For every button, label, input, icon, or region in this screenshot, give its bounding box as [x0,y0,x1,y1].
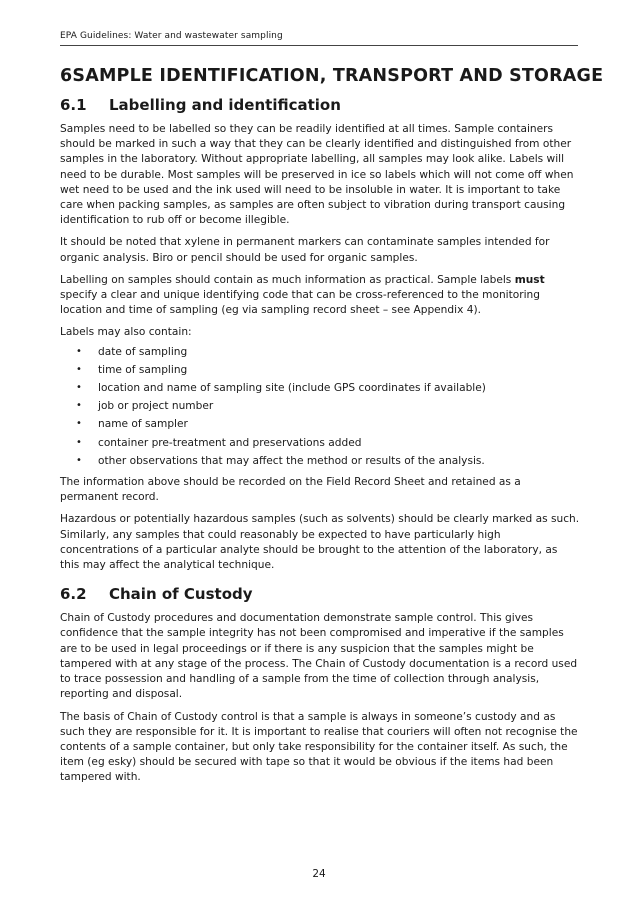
custody-paragraph-2: The basis of Chain of Custody control is that a sample is always in someone’s custody and as such they are responsible for it. It is important to realise that couriers will often not recognise the contents of a sample container, but only take responsibility for the container itself. As such, the item (eg esky) should be secured with tape so that it would be obvious if the items had been tampered with. [60,710,578,784]
section-6-1-number: 6.1 [60,96,87,114]
labels-content-list [60,343,580,470]
section-6-1-title: Labelling and identification [109,96,341,114]
bullet-icon: • [76,418,82,430]
page-content [60,66,604,793]
page-number: 24 [312,868,326,880]
labelling-paragraph-4: The information above should be recorded on the Field Record Sheet and retained as a permanent record. [60,476,521,504]
custody-paragraph-1: Chain of Custody procedures and documentation demonstrate sample control. This gives confidence that the sample integrity has not been compromised and imperative if the samples are to be used in legal proceedings or if there is any suspicion that the samples might be tampered with at any stage of the process. The Chain of Custody documentation is a record used to trace possession and handling of a sample from the time of collection through analysis, reporting and disposal. [60,612,578,701]
section-6-heading [60,66,604,86]
bullet-icon: • [76,382,82,394]
labelling-paragraph-1: Samples need to be labelled so they can be readily identified at all times. Sample containers should be marked in such a way that they can be clearly identified and distinguished from other samples in the laboratory. Without appropriate labelling, all samples may look alike. Labels will need to be durable. Most samples will be preserved in ice so labels which will not come off when wet need to be used and the ink used will need to be insoluble in water. It is important to take care when packing samples, as samples are often subject to vibration during transport causing identification to rub off or become illegible. [60,123,574,227]
section-6-2-number: 6.2 [60,585,87,604]
bullet-icon: • [76,363,82,375]
list-item: • other observations that may affect the method or results of the analysis. [98,452,580,470]
labelling-paragraph-3 [60,273,580,319]
list-item: • container pre-treatment and preservations added [98,434,580,452]
bullet-icon: • [76,454,82,466]
list-item: • date of sampling [98,343,580,361]
list-item: • time of sampling [98,361,580,379]
running-header: EPA Guidelines: Water and wastewater sampling [60,31,578,46]
labelling-paragraph-5: Hazardous or potentially hazardous samples (such as solvents) should be clearly marked as such. Similarly, any samples that could reasonably be expected to have particularly high concentrations of a particular analyte should be brought to the attention of the laboratory, as this may affect the analytical technique. [60,513,580,572]
list-item: • name of sampler [98,415,580,433]
labelling-paragraph-3-start: Labelling on samples should contain as much information as practical. Sample labels [60,273,515,286]
bullet-icon: • [76,400,82,412]
section-6-number: 6 [60,66,73,86]
section-6-title: SAMPLE IDENTIFICATION, TRANSPORT AND STORAGE [72,66,604,86]
section-6-1-heading [60,96,580,114]
labelling-paragraph-3-end: specify a clear and unique identifying code that can be cross-referenced to the monitoring location and time of sampling (eg via sampling record sheet – see Appendix 4). [60,289,540,317]
section-6-2-heading [60,585,580,603]
list-item: • location and name of sampling site (include GPS coordinates if available) [98,379,580,397]
section-6-2-title: Chain of Custody [109,585,253,604]
list-item: • job or project number [98,397,580,415]
must-emphasis: must [514,273,545,286]
labelling-paragraph-2: It should be noted that xylene in permanent markers can contaminate samples intended for organic analysis. Biro or pencil should be used for organic samples. [60,236,550,264]
bullet-icon: • [76,436,82,448]
bullet-icon: • [76,345,82,357]
labels-list-intro: Labels may also contain: [60,326,192,339]
